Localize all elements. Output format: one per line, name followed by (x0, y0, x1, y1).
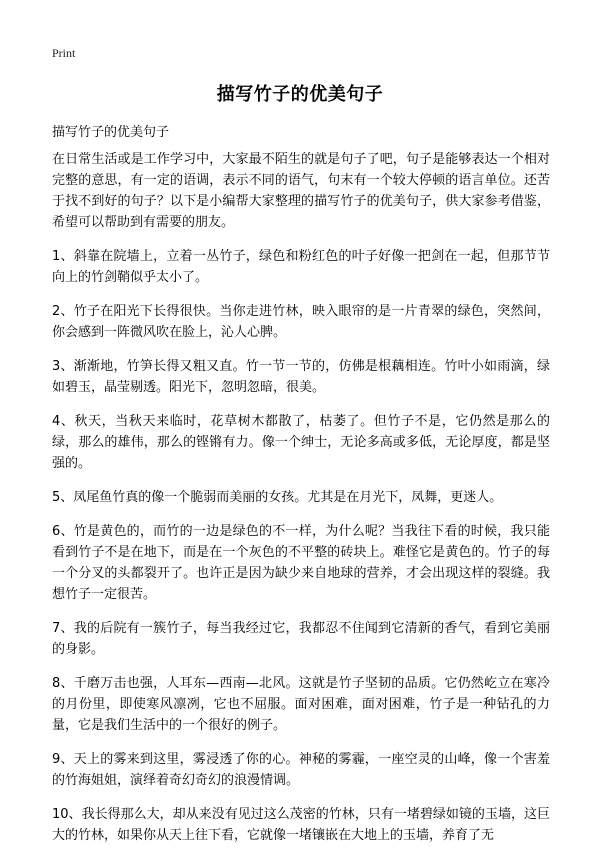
sentence-paragraph-7: 7、我的后院有一簇竹子，每当我经过它，我都忍不住闻到它清新的香气，看到它美丽的身影。 (52, 621, 550, 657)
sentence-paragraph-6: 6、竹是黄色的，而竹的一边是绿色的不一样，为什么呢？当我往下看的时候，我只能看到竹子不是在地下，而是在一个灰色的不平整的砖块上。难怪它是黄色的。竹子的每一个分叉的头都裂开了。也许正是因为缺少来自地球的营养，才会出现这样的裂缝。我想竹子一定很苦。 (52, 524, 550, 602)
sentence-paragraph-2: 2、竹子在阳光下长得很快。当你走进竹林，映入眼帘的是一片青翠的绿色，突然间，你会感到一阵微风吹在脸上，沁人心脾。 (52, 304, 550, 340)
sentence-paragraph-10: 10、我长得那么大，却从来没有见过这么茂密的竹林，只有一堵碧绿如镜的玉墙，这巨大的竹林，如果你从天上往下看，它就像一堵镶嵌在大地上的玉墙，养育了无 (52, 807, 550, 843)
document-title: 描写竹子的优美句子 (216, 84, 384, 105)
document-body (52, 149, 550, 859)
sentence-paragraph-5: 5、凤尾鱼竹真的像一个脆弱而美丽的女孩。尤其是在月光下，凤舞，更迷人。 (52, 490, 503, 505)
sentence-paragraph-4: 4、秋天，当秋天来临时，花草树木都散了，枯萎了。但竹子不是，它仍然是那么的绿，那么的雄伟，那么的铿锵有力。像一个绅士，无论多高或多低，无论厚度，都是坚强的。 (52, 414, 550, 471)
print-link[interactable]: Print (52, 46, 76, 60)
document-subtitle: 描写竹子的优美句子 (52, 125, 170, 140)
sentence-paragraph-8: 8、千磨万击也强，人耳东—西南—北风。这就是竹子坚韧的品质。它仍然屹立在寒冷的月份里，即使寒风凛冽，它也不屈服。面对困难，面对困难，竹子是一种钻孔的力量，它是我们生活中的一个很好的例子。 (52, 676, 550, 733)
sentence-paragraph-3: 3、渐渐地，竹笋长得又粗又直。竹一节一节的，仿佛是根藕相连。竹叶小如雨滴，绿如碧玉，晶莹剔透。阳光下，忽明忽暗，很美。 (52, 359, 550, 395)
sentence-paragraph-1: 1、斜靠在院墙上，立着一丛竹子，绿色和粉红色的叶子好像一把剑在一起，但那节节向上的竹剑鞘似乎太小了。 (52, 249, 550, 285)
intro-paragraph: 在日常生活或是工作学习中，大家最不陌生的就是句子了吧，句子是能够表达一个相对完整的意思，有一定的语调，表示不同的语气，句末有一个较大停顿的语言单位。还苦于找不到好的句子？以下是小编帮大家整理的描写竹子的优美句子，供大家参考借鉴，希望可以帮助到有需要的朋友。 (52, 152, 550, 230)
sentence-paragraph-9: 9、天上的雾来到这里，雾浸透了你的心。神秘的雾霾，一座空灵的山峰，像一个害羞的竹海姐姐，演绎着奇幻奇幻的浪漫情调。 (52, 752, 550, 788)
